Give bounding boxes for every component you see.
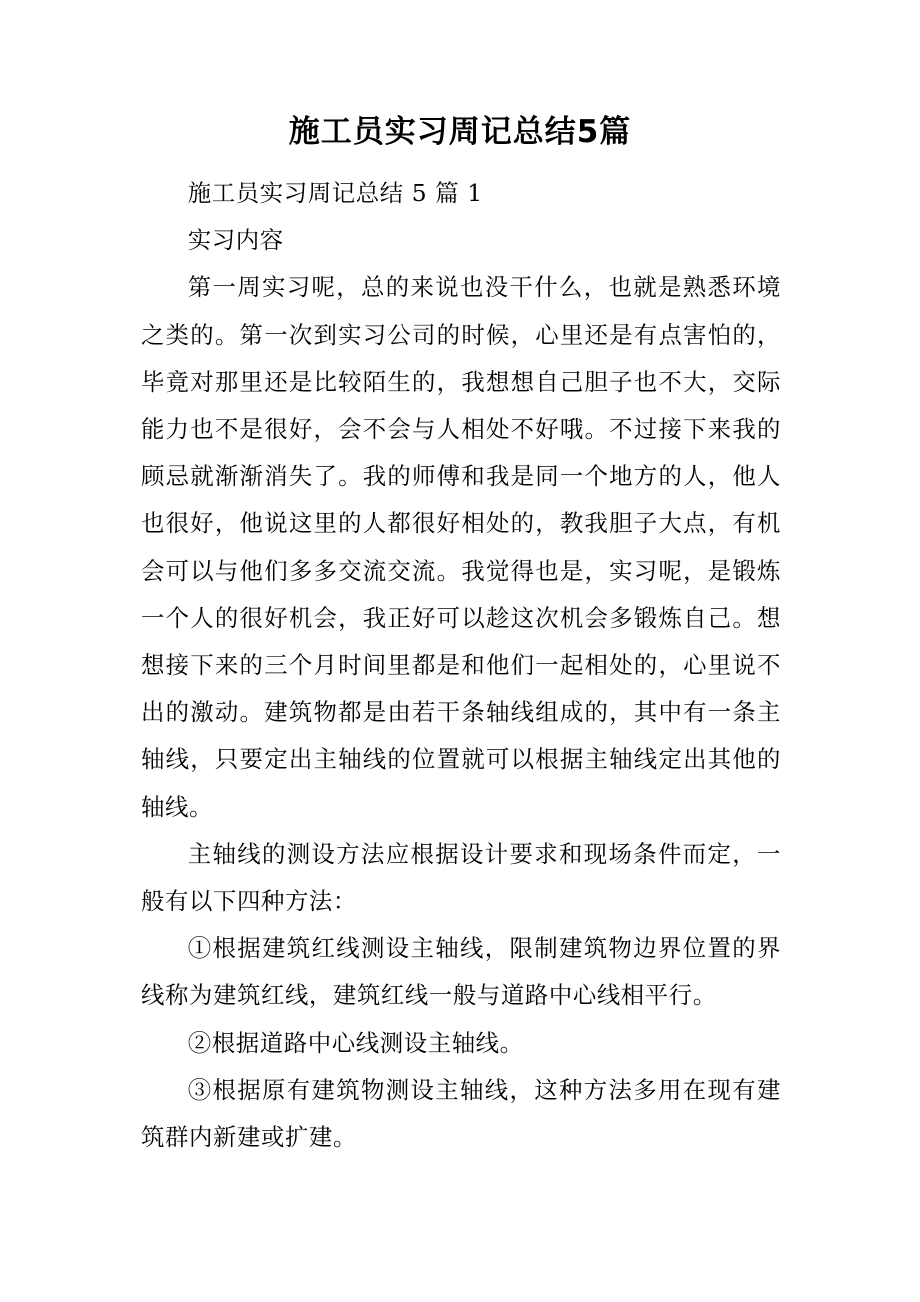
- section-heading: 实习内容: [187, 226, 284, 255]
- subtitle-line: 施工员实习周记总结 5 篇 1: [187, 179, 483, 207]
- paragraph-4: ②根据道路中心线测设主轴线。: [187, 1028, 524, 1057]
- page-title: 施工员实习周记总结5篇: [288, 114, 632, 150]
- paragraph-5: ③根据原有建筑物测设主轴线，这种方法多用在现有建筑群内新建或扩建。: [141, 1075, 781, 1152]
- paragraph-3: ①根据建筑红线测设主轴线，限制建筑物边界位置的界线称为建筑红线，建筑红线一般与道路中心线相平行。: [141, 934, 781, 1010]
- paragraph-1: 第一周实习呢，总的来说也没干什么，也就是熟悉环境之类的。第一次到实习公司的时候，心里还是有点害怕的，毕竟对那里还是比较陌生的，我想想自己胆子也不大，交际能力也不是很好，会不会与人相处不好哦。不过接下来我的顾忌就渐渐消失了。我的师傅和我是同一个地方的人，他人也很好，他说这里的人都很好相处的，教我胆子大点，有机会可以与他们多多交流交流。我觉得也是，实习呢，是锻炼一个人的很好机会，我正好可以趁这次机会多锻炼自己。想想接下来的三个月时间里都是和他们一起相处的，心里说不出的激动。建筑物都是由若干条轴线组成的，其中有一条主轴线，只要定出主轴线的位置就可以根据主轴线定出其他的轴线。: [141, 273, 781, 821]
- document-body: [141, 170, 781, 1161]
- paragraph-2: 主轴线的测设方法应根据设计要求和现场条件而定，一般有以下四种方法：: [141, 839, 781, 916]
